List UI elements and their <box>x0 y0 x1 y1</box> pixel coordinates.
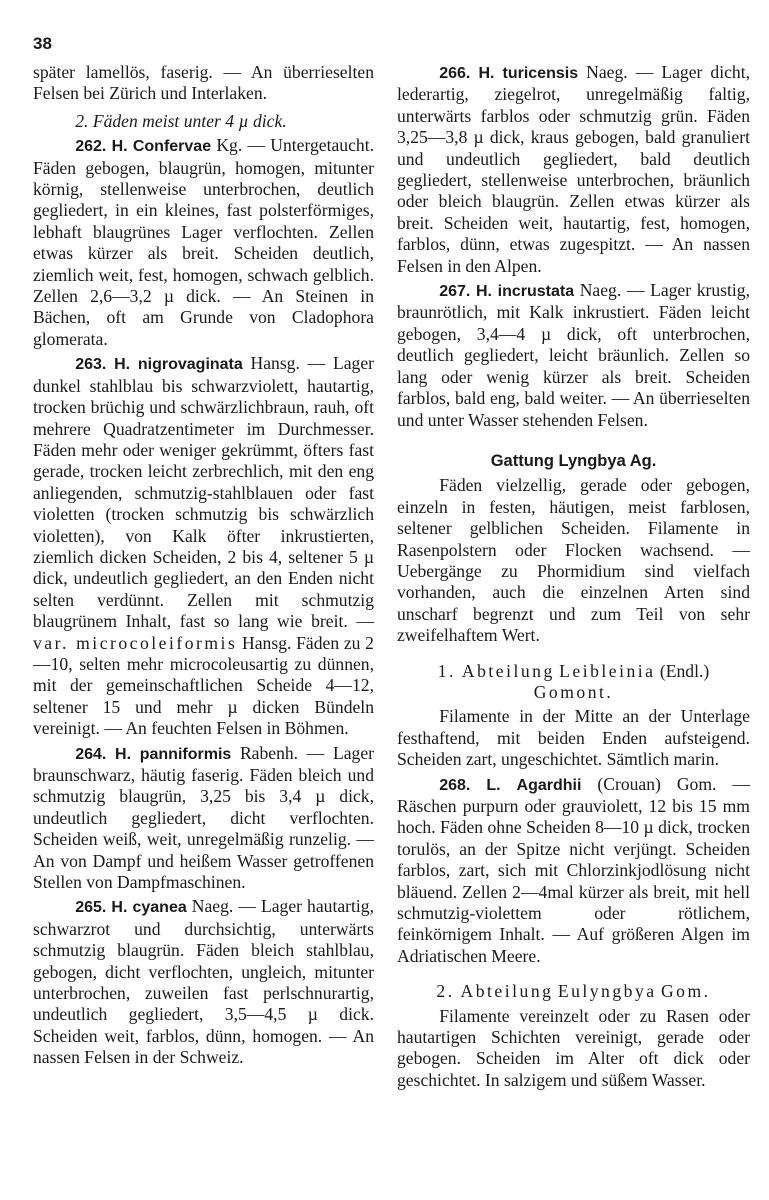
paragraph-continuation: später lamellös, faserig. — An überrieselten Felsen bei Zürich und Interlaken. <box>33 62 374 104</box>
genus-abbrev: H. <box>111 899 128 917</box>
species-description: Rabenh. — Lager braunschwarz, häutig faserig. Fäden bleich und schmutzig blaugrün, 3,25 bis 3,4 µ dick, undeutlich gegliedert, dicht verflochten. Scheiden weiß, weit, unregelmäßig runzelig. — An von Dampf und heißem Wasser getroffenen Stellen von Dampfmaschinen. <box>33 742 375 893</box>
species-name: turicensis <box>502 65 579 82</box>
species-263 <box>33 353 374 739</box>
species-name: incrustata <box>497 283 575 301</box>
subgroup-heading: 2. Fäden meist unter 4 µ dick. <box>75 110 287 131</box>
species-description: Naeg. — Lager dicht, lederartig, ziegelrot, unregelmäßig faltig, unterwärts farblos oder schmutzig grün. Fäden 3,25—3,8 µ dick, kraus gebogen, bald granuliert und undeutlich gegliedert, bald deutlich gegliedert, stellenweise unterbrochen, bräunlich oder bleich blaugrün. Zellen etwas kürzer als breit. Scheiden weit, hautartig, fest, homogen, farblos, dünn, etwas zugespitzt. — An nassen Felsen in den Alpen. <box>397 62 751 276</box>
species-265 <box>33 896 374 1068</box>
genus-abbrev: H. <box>478 65 495 82</box>
genus-description: Fäden vielzellig, gerade oder gebogen, einzeln in festen, häutigen, meist farblosen, seltener gelblichen Scheiden. Filamente in Rasenpolstern oder Flocken wachsend. — Uebergänge zu Phormidium sind vielfach vorhanden, auch die einzelnen Arten sind unscharf begrenzt und zum Teil von sehr zweifelhaftem Wert. <box>397 475 750 646</box>
species-name: Agardhii <box>516 776 582 794</box>
species-268 <box>397 774 750 968</box>
species-number: 263. <box>75 356 107 374</box>
section-author: (Endl.) <box>659 660 710 681</box>
genus-abbrev: H. <box>115 745 132 763</box>
genus-abbrev: L. <box>486 776 501 794</box>
species-number: 262. <box>75 138 107 156</box>
species-name: panniformis <box>139 745 232 763</box>
right-column <box>397 62 750 1091</box>
species-name: nigrovaginata <box>137 356 243 374</box>
species-266 <box>397 62 750 277</box>
section-description-2: Filamente vereinzelt oder zu Rasen oder hautartigen Schichten vereinigt, gerade oder gebogen. Scheiden im Alter oft dick oder geschichtet. In salzigem und süßem Wasser. <box>397 1005 750 1090</box>
species-number: 268. <box>439 776 471 794</box>
left-column <box>33 62 374 1069</box>
page-number: 38 <box>33 34 52 53</box>
species-number: 267. <box>439 283 471 301</box>
genus-heading: Gattung Lyngbya Ag. <box>490 451 657 470</box>
species-description: Hansg. — Lager dunkel stahlblau bis schwarzviolett, hautartig, trocken brüchig und schwärzlichbraun, rauh, oft mehrere Quadratzentimeter im Durchmesser. Fäden mehr oder weniger gekrümmt, öfters fast gerade, trocken leicht zerbrechlich, mit den eng anliegenden, schmutzig-stahlblauen oder fast violetten (trocken schmutzig bis schwärzlich violetten), von Kalk öfter inkrustierten, ziemlich dicken Scheiden, 2 bis 4, seltener 5 µ dick, undeutlich gegliedert, an den Enden nicht selten verdünnt. Zellen mit schmutzig blaugrünem Inhalt, fast so lang wie breit. — <box>33 353 374 632</box>
species-description: Naeg. — Lager hautartig, schwarzrot und durchsichtig, unterwärts schmutzig blaugrün. Fäden bleich stahlblau, gebogen, dicht verflochten, ungleich, mitunter unterbrochen, zuweilen fast perlschnurartig, undeutlich gegliedert, 3,5—4,5 µ dick. Scheiden weit, farblos, dünn, homogen. — An nassen Felsen in der Schweiz. <box>33 896 374 1068</box>
species-267 <box>397 280 750 431</box>
species-description: (Crouan) Gom. — Räschen purpurn oder grauviolett, 12 bis 15 mm hoch. Fäden ohne Scheiden 8—10 µ dick, trocken torulös, an der Spitze nicht verjüngt. Scheiden farblos, zart, sich mit Chlorzinkjodlösung nicht bläuend. Zellen 2—4mal kürzer als breit, mit hell schmutzig-violettem oder rötlichem, feinkörnigem Inhalt. — Auf größeren Algen im Adriatischen Meere. <box>397 773 750 966</box>
variety-description: Hansg. Fäden zu 2—10, selten mehr microcoleusartig zu dünnen, mit der gemeinschaftlichen Scheide 4—12, seltener 15 und mehr µ dicken Bündeln vereinigt. — An feuchten Felsen in Böhmen. <box>33 632 374 739</box>
species-name: cyanea <box>132 899 187 917</box>
genus-abbrev: H. <box>476 283 492 301</box>
species-number: 266. <box>439 65 471 82</box>
section-name: Leibleinia <box>559 660 656 681</box>
section-lead: 2. Abteilung <box>436 981 554 1002</box>
section-lead: 1. Abteilung <box>437 660 555 681</box>
species-number: 265. <box>75 899 107 917</box>
section-heading-1 <box>397 661 750 704</box>
genus-abbrev: H. <box>111 138 128 156</box>
species-264 <box>33 743 374 894</box>
species-number: 264. <box>75 745 107 763</box>
genus-abbrev: H. <box>114 356 131 374</box>
section-description-1: Filamente in der Mitte an der Unterlage festhaftend, mit beiden Enden aufsteigend. Scheiden zart, ungeschichtet. Sämtlich marin. <box>397 706 750 770</box>
section-author-secondary: Gomont. <box>533 681 614 702</box>
species-name: Confervae <box>132 138 212 156</box>
section-heading-2 <box>397 981 750 1002</box>
section-author: Gom. <box>660 981 711 1002</box>
species-262 <box>33 135 374 350</box>
variety-name: var. microcoleiformis <box>33 632 238 653</box>
section-name: Eulyngbya <box>557 981 657 1002</box>
species-description: Kg. — Untergetaucht. Fäden gebogen, blaugrün, homogen, mitunter körnig, stellenweise unterbrochen, deutlich gegliedert, in ein kleines, fast polsterförmiges, lebhaft blaugrünes Lager verflochten. Zellen etwas kürzer als breit. Scheiden deutlich, ziemlich weit, fest, homogen, schwach gelblich. Zellen 2,6—3,2 µ dick. — An Steinen in Bächen, oft am Grunde von Cladophora glomerata. <box>33 135 374 349</box>
species-description: Naeg. — Lager krustig, braunrötlich, mit Kalk inkrustiert. Fäden leicht gebogen, 3,4—4 µ dick, oft unterbrochen, deutlich gegliedert, leicht bräunlich. Zellen so lang oder wenig kürzer als breit. Scheiden farblos, bald eng, bald weiter. — An überrieselten und unter Wasser stehenden Felsen. <box>397 280 750 430</box>
